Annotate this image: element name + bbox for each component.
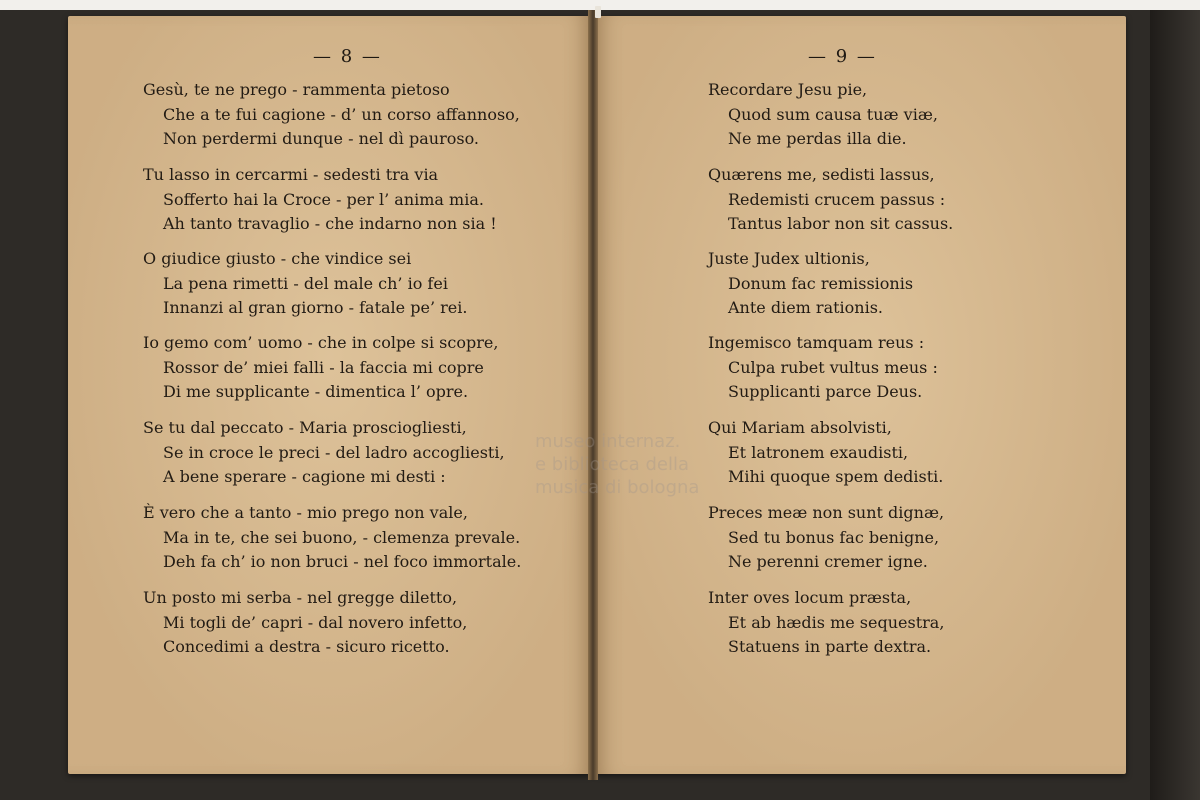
verse-line: Quærens me, sedisti lassus, bbox=[708, 165, 935, 184]
watermark-line: e biblioteca della bbox=[535, 454, 689, 475]
verse-line: Ne me perdas illa die. bbox=[728, 129, 907, 148]
verse-line: Deh fa ch’ io non bruci - nel foco immortale. bbox=[163, 552, 522, 571]
verse-line: Ingemisco tamquam reus : bbox=[708, 333, 925, 352]
verse-line: Recordare Jesu pie, bbox=[708, 80, 868, 99]
left-stanza-6 bbox=[143, 501, 521, 575]
right-stanza-1 bbox=[708, 78, 938, 152]
book-gutter bbox=[588, 10, 598, 780]
verse-line: Ah tanto travaglio - che indarno non sia ! bbox=[163, 214, 497, 233]
verse-line: Preces meæ non sunt dignæ, bbox=[708, 503, 945, 522]
verse-line: Mi togli de’ capri - dal novero infetto, bbox=[163, 612, 468, 632]
right-stanza-4 bbox=[708, 331, 938, 405]
left-page-number: — 8 — bbox=[313, 46, 382, 67]
verse-line: Sed tu bonus fac benigne, bbox=[728, 527, 940, 547]
verse-line: Quod sum causa tuæ viæ, bbox=[728, 104, 938, 124]
verse-line: Mihi quoque spem dedisti. bbox=[728, 467, 944, 486]
verse-line: Innanzi al gran giorno - fatale pe’ rei. bbox=[163, 298, 468, 317]
verse-line: Supplicanti parce Deus. bbox=[728, 382, 923, 401]
verse-line: Et ab hædis me sequestra, bbox=[728, 612, 945, 632]
right-stanza-2 bbox=[708, 163, 953, 237]
verse-line: Se tu dal peccato - Maria prosciogliesti, bbox=[143, 418, 467, 437]
verse-line: Statuens in parte dextra. bbox=[728, 637, 932, 656]
verse-line: Io gemo com’ uomo - che in colpe si scopre, bbox=[143, 333, 499, 352]
verse-line: Rossor de’ miei falli - la faccia mi copre bbox=[163, 357, 484, 377]
verse-line: O giudice giusto - che vindice sei bbox=[143, 249, 412, 268]
left-stanza-3 bbox=[143, 247, 467, 321]
verse-line: È vero che a tanto - mio prego non vale, bbox=[143, 503, 468, 522]
left-stanza-2 bbox=[143, 163, 497, 237]
verse-line: Inter oves locum præsta, bbox=[708, 588, 912, 607]
left-stanza-4 bbox=[143, 331, 498, 405]
binding-stitch bbox=[595, 6, 601, 18]
verse-line: Tantus labor non sit cassus. bbox=[728, 214, 954, 233]
verse-line: Un posto mi serba - nel gregge diletto, bbox=[143, 588, 458, 607]
verse-line: Tu lasso in cercarmi - sedesti tra via bbox=[143, 165, 439, 184]
verse-line: Concedimi a destra - sicuro ricetto. bbox=[163, 637, 450, 656]
left-stanza-1 bbox=[143, 78, 520, 152]
watermark-line: museo internaz. bbox=[535, 431, 681, 452]
right-page-number: — 9 — bbox=[808, 46, 877, 67]
verse-line: Juste Judex ultionis, bbox=[708, 249, 870, 268]
verse-line: Redemisti crucem passus : bbox=[728, 189, 946, 209]
verse-line: Ne perenni cremer igne. bbox=[728, 552, 928, 571]
verse-line: A bene sperare - cagione mi desti : bbox=[163, 467, 446, 486]
left-stanza-5 bbox=[143, 416, 505, 490]
verse-line: Donum fac remissionis bbox=[728, 273, 914, 293]
verse-line: Che a te fui cagione - d’ un corso affannoso, bbox=[163, 104, 520, 124]
verse-line: Culpa rubet vultus meus : bbox=[728, 357, 938, 377]
verse-line: Et latronem exaudisti, bbox=[728, 442, 909, 462]
library-watermark bbox=[535, 430, 699, 499]
verse-line: Se in croce le preci - del ladro accogliesti, bbox=[163, 442, 505, 462]
verse-line: Non perdermi dunque - nel dì pauroso. bbox=[163, 129, 479, 148]
right-stanza-6 bbox=[708, 501, 944, 575]
verse-line: Gesù, te ne prego - rammenta pietoso bbox=[143, 80, 450, 99]
verse-line: Sofferto hai la Croce - per l’ anima mia. bbox=[163, 189, 484, 209]
verse-line: Di me supplicante - dimentica l’ opre. bbox=[163, 382, 469, 401]
right-stanza-7 bbox=[708, 586, 944, 660]
verse-line: Qui Mariam absolvisti, bbox=[708, 418, 892, 437]
verse-line: Ante diem rationis. bbox=[728, 298, 884, 317]
left-stanza-7 bbox=[143, 586, 467, 660]
verse-line: Ma in te, che sei buono, - clemenza prevale. bbox=[163, 527, 521, 547]
verse-line: La pena rimetti - del male ch’ io fei bbox=[163, 273, 448, 293]
background-edge bbox=[1150, 10, 1200, 800]
right-stanza-3 bbox=[708, 247, 913, 321]
right-stanza-5 bbox=[708, 416, 943, 490]
watermark-line: musica di bologna bbox=[535, 477, 700, 498]
